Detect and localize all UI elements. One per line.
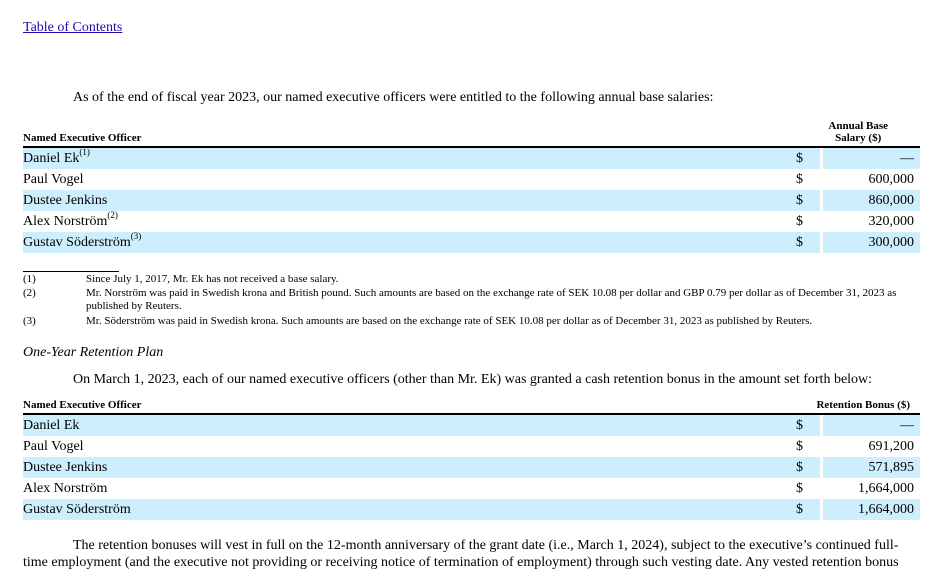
officer-name: Gustav Söderström$^{(3)}$ — [23, 231, 142, 250]
table-row — [23, 190, 920, 211]
table-row — [23, 457, 920, 478]
table-of-contents-link[interactable]: Table of Contents — [23, 20, 123, 35]
officer-name: Gustav Söderström — [23, 502, 131, 517]
currency-symbol: $ — [796, 151, 803, 166]
currency-symbol: $ — [796, 502, 803, 517]
officer-name: Paul Vogel — [23, 439, 84, 454]
table-row — [23, 148, 920, 169]
bonus-amount: 571,895 — [868, 460, 914, 475]
officer-name: Alex Norström$^{(2)}$ — [23, 210, 118, 229]
footnote-ref: (3) — [130, 231, 142, 242]
currency-symbol: $ — [796, 418, 803, 433]
retention-closing-paragraph: The retention bonuses will vest in full on the 12-month anniversary of the grant date (i.e., March 1, 2024), subject to the executive’s continued full-time employment (and the executive not providing or receiving notice of termination of employment) through such vesting date. Any vested retention bonus — [23, 538, 899, 570]
currency-symbol: $ — [796, 235, 803, 250]
officer-name: Daniel Ek — [23, 418, 80, 433]
currency-symbol: $ — [796, 193, 803, 208]
bonus-amount: 1,664,000 — [858, 502, 914, 517]
salary-amount: 300,000 — [868, 235, 914, 250]
footnote-1 — [23, 273, 918, 286]
column-header-salary: Annual Base Salary ($) — [828, 120, 888, 144]
column-header-retention-bonus: Retention Bonus ($) — [816, 399, 910, 411]
table-row — [23, 211, 920, 232]
bonus-amount: 691,200 — [868, 439, 914, 454]
currency-symbol: $ — [796, 481, 803, 496]
retention-plan-title: One-Year Retention Plan — [23, 345, 164, 360]
officer-name: Alex Norström — [23, 481, 108, 496]
currency-symbol: $ — [796, 214, 803, 229]
officer-name: Daniel Ek$^{(1)}$ — [23, 147, 90, 166]
footnote-2 — [23, 287, 918, 313]
table-row — [23, 499, 920, 520]
salary-amount: 320,000 — [868, 214, 914, 229]
officer-name: Dustee Jenkins — [23, 193, 108, 208]
salary-amount: 600,000 — [868, 172, 914, 187]
retention-table-header — [23, 397, 920, 415]
table-row — [23, 478, 920, 499]
footnote-3 — [23, 315, 918, 328]
column-header-officer: Named Executive Officer — [23, 399, 142, 411]
salary-table-header — [23, 116, 920, 148]
footnote-text: Mr. Norström was paid in Swedish krona and British pound. Such amounts are based on the exchange rate of SEK 10.08 per dollar and GBP 0.79 per dollar as of December 31, 2023 as published by Reuters. — [86, 287, 897, 312]
bonus-amount: 1,664,000 — [858, 481, 914, 496]
footnote-text: Mr. Söderström was paid in Swedish krona. Such amounts are based on the exchange rate of SEK 10.08 per dollar as of December 31, 2023 as published by Reuters. — [86, 315, 813, 327]
column-header-officer: Named Executive Officer — [23, 132, 142, 144]
base-salary-table — [23, 116, 920, 253]
footnote-ref: (1) — [79, 147, 90, 158]
currency-symbol: $ — [796, 460, 803, 475]
footnote-number: (1) — [23, 273, 36, 285]
table-row — [23, 415, 920, 436]
table-row — [23, 436, 920, 457]
currency-symbol: $ — [796, 439, 803, 454]
salary-amount: — — [900, 151, 914, 166]
footnote-divider — [23, 271, 119, 272]
currency-symbol: $ — [796, 172, 803, 187]
footnote-number: (2) — [23, 287, 36, 299]
footnote-text: Since July 1, 2017, Mr. Ek has not received a base salary. — [86, 273, 339, 285]
officer-name: Dustee Jenkins — [23, 460, 108, 475]
retention-bonus-table — [23, 397, 920, 520]
footnote-number: (3) — [23, 315, 36, 327]
table-row — [23, 232, 920, 253]
retention-intro-paragraph: On March 1, 2023, each of our named executive officers (other than Mr. Ek) was granted a cash retention bonus in the amount set forth below: — [73, 372, 873, 387]
footnote-ref: (2) — [107, 210, 118, 221]
officer-name: Paul Vogel — [23, 172, 84, 187]
salary-amount: 860,000 — [868, 193, 914, 208]
bonus-amount: — — [900, 418, 914, 433]
salary-intro-paragraph: As of the end of fiscal year 2023, our named executive officers were entitled to the following annual base salaries: — [73, 90, 714, 105]
table-row — [23, 169, 920, 190]
